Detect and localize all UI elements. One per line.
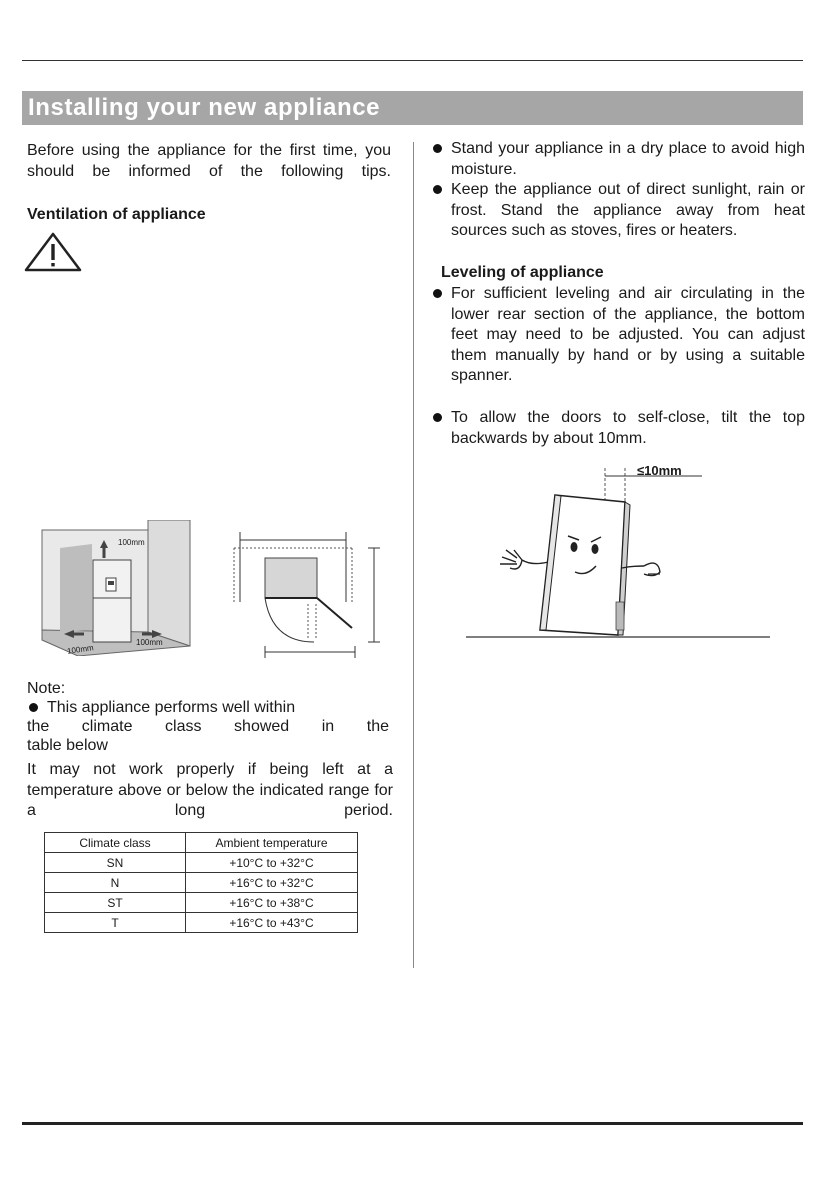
table-row [45, 913, 358, 933]
bullet-self-close [433, 408, 805, 449]
table-header-cell: Ambient temperature [186, 833, 358, 853]
climate-class-table [44, 832, 358, 933]
leveling-heading: Leveling of appliance [441, 264, 604, 281]
ventilation-heading: Ventilation of appliance [27, 206, 206, 223]
note-line-2: the climate class showed in the [27, 718, 389, 735]
tilted-fridge-illustration [462, 462, 774, 642]
bullet-dot-icon [433, 413, 442, 422]
bullet-dot-icon [433, 144, 442, 153]
bullet-dot-icon [29, 703, 38, 712]
table-header-cell: Climate class [45, 833, 186, 853]
table-row [45, 893, 358, 913]
top-clearance-label: 100mm [118, 538, 145, 547]
warning-paragraph: It may not work properly if being left at a temperature above or below the indicated range for a long period. [27, 761, 393, 819]
left-clearance-label: 100mm [66, 643, 95, 656]
bottom-rule [22, 1122, 803, 1125]
tilt-measure-label: ≤10mm [637, 463, 682, 478]
table-row [45, 853, 358, 873]
column-divider [413, 142, 414, 968]
ventilation-clearance-diagram [38, 520, 196, 656]
note-bullet [29, 698, 395, 719]
table-cell: N [45, 873, 186, 893]
section-title: Installing your new appliance [28, 94, 381, 121]
bullet-dot-icon [433, 185, 442, 194]
bullet-text: Keep the appliance out of direct sunlight, rain or frost. Stand the appliance away from heat sources such as stoves, fires or heaters. [451, 181, 805, 240]
bullet-text: To allow the doors to self-close, tilt the top backwards by about 10mm. [451, 409, 805, 447]
bullet-dry-place [433, 139, 805, 180]
bullet-text: Stand your appliance in a dry place to avoid high moisture. [451, 140, 805, 178]
table-cell: ST [45, 893, 186, 913]
table-cell: +16°C to +38°C [186, 893, 358, 913]
bullet-text: For sufficient leveling and air circulating in the lower rear section of the appliance, the bottom feet may need to be adjusted. You can adjust them manually by hand or by using a suitable spanner. [451, 285, 805, 385]
warning-triangle-icon [24, 232, 82, 272]
intro-paragraph: Before using the appliance for the first time, you should be informed of the following tips. [27, 142, 391, 180]
table-row [45, 873, 358, 893]
bullet-direct-sunlight [433, 180, 805, 242]
bullet-leveling-feet [433, 284, 805, 387]
note-line-3: table below [27, 737, 108, 754]
niche-door-swing-diagram [220, 530, 385, 660]
table-cell: SN [45, 853, 186, 873]
table-cell: T [45, 913, 186, 933]
table-header-row [45, 833, 358, 853]
bullet-dot-icon [433, 289, 442, 298]
table-cell: +16°C to +32°C [186, 873, 358, 893]
top-rule [22, 60, 803, 61]
note-bullet-text: This appliance performs well within [47, 699, 296, 716]
table-cell: +10°C to +32°C [186, 853, 358, 873]
table-cell: +16°C to +43°C [186, 913, 358, 933]
right-clearance-label: 100mm [136, 638, 163, 647]
note-label: Note: [27, 680, 66, 697]
